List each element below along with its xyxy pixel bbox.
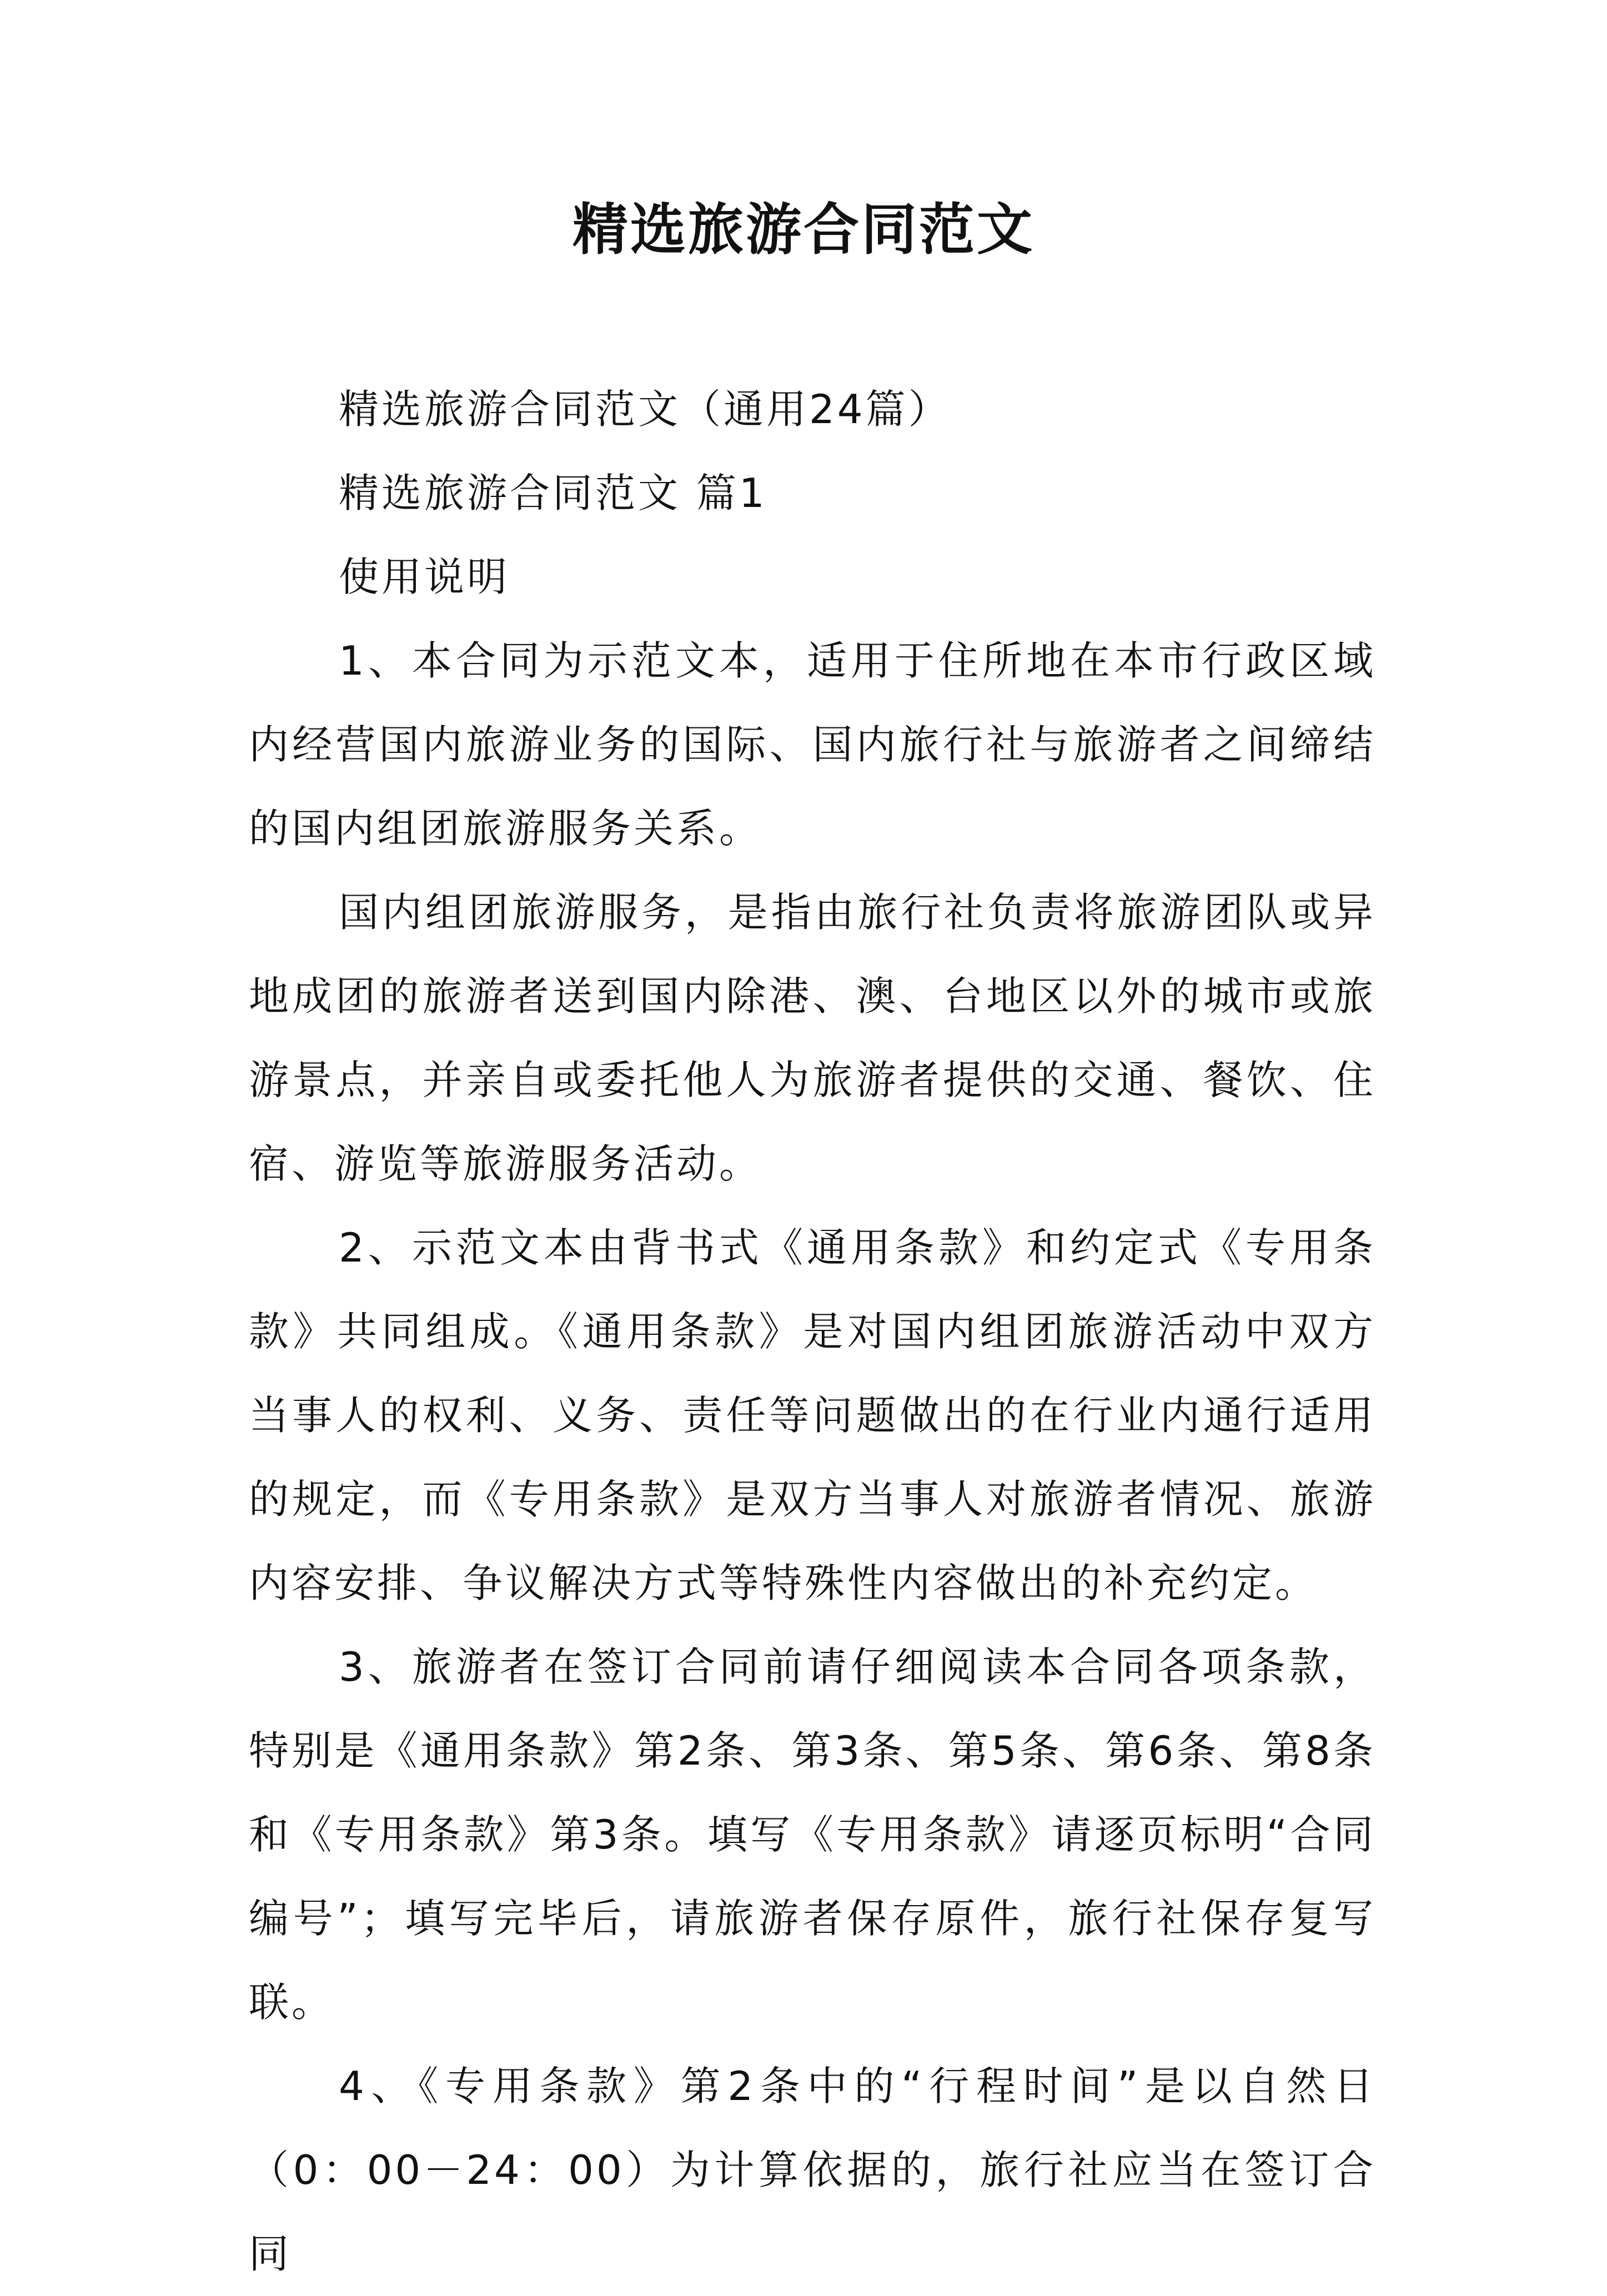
body-paragraph: 2、示范文本由背书式《通用条款》和约定式《专用条款》共同组成。《通用条款》是对国内组团旅游活动中双方当事人的权利、义务、责任等问题做出的在行业内通行适用的规定，而《专用条款》是双方当事人对旅游者情况、旅游内容安排、争议解决方式等特殊性内容做出的补充约定。	[249, 1224, 1376, 1606]
document-title: 精选旅游合同范文	[573, 197, 1034, 262]
usage-heading: 使用说明	[339, 554, 510, 600]
document-body	[249, 368, 1376, 2296]
section-heading: 精选旅游合同范文 篇1	[339, 470, 767, 516]
subtitle-paragraph: 精选旅游合同范文（通用24篇）	[339, 386, 951, 433]
body-paragraph: 1、本合同为示范文本，适用于住所地在本市行政区域内经营国内旅游业务的国际、国内旅行社与旅游者之间缔结的国内组团旅游服务关系。	[249, 637, 1376, 852]
body-paragraph: 4、《专用条款》第2条中的“行程时间”是以自然日（0：00－24：00）为计算依据的，旅行社应当在签订合同	[249, 2063, 1376, 2277]
body-paragraph: 国内组团旅游服务，是指由旅行社负责将旅游团队或异地成团的旅游者送到国内除港、澳、台地区以外的城市或旅游景点，并亲自或委托他人为旅游者提供的交通、餐饮、住宿、游览等旅游服务活动。	[249, 889, 1376, 1187]
body-paragraph: 3、旅游者在签订合同前请仔细阅读本合同各项条款，特别是《通用条款》第2条、第3条、第5条、第6条、第8条和《专用条款》第3条。填写《专用条款》请逐页标明“合同编号”；填写完毕后，请旅游者保存原件，旅行社保存复写联。	[249, 1644, 1376, 2026]
